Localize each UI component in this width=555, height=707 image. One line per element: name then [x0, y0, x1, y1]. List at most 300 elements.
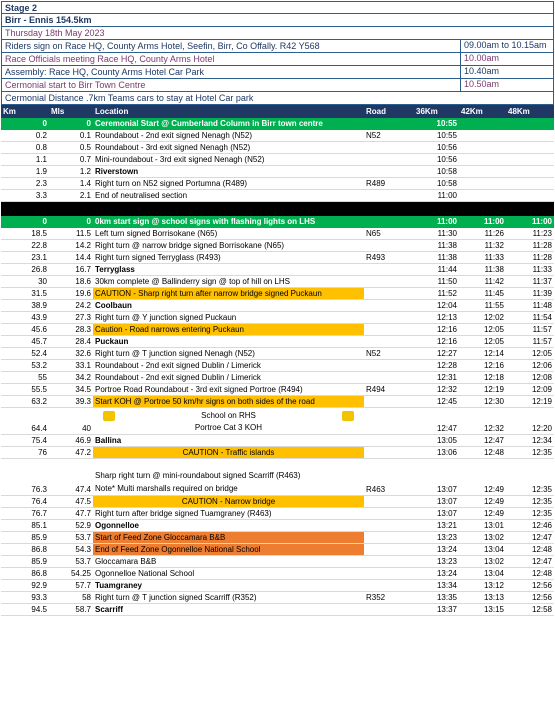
cell-km: 0.2	[1, 130, 49, 142]
table-row	[1, 459, 554, 496]
cell-road	[364, 520, 414, 532]
stage-title: Stage 2	[1, 1, 554, 14]
cell-road: R493	[364, 252, 414, 264]
cell-mls: 33.1	[49, 360, 93, 372]
cell-location: Left turn signed Borrisokane (N65)	[93, 228, 364, 240]
officials-meeting-row: Race Officials meeting Race HQ, County Arms Hotel 10.00am	[1, 53, 554, 66]
cell-time-36km: 13:23	[414, 532, 459, 544]
cell-time-36km: 13:21	[414, 520, 459, 532]
assembly-row: Assembly: Race HQ, County Arms Hotel Car Park 10.40am	[1, 66, 554, 79]
cell-time-42km: 12:19	[459, 384, 506, 396]
col-location: Location	[93, 105, 364, 118]
cell-time-42km: 12:05	[459, 324, 506, 336]
cell-location	[93, 202, 364, 216]
cell-road	[364, 142, 414, 154]
cell-time-42km: 12:49	[459, 508, 506, 520]
cell-time-36km: 13:34	[414, 580, 459, 592]
cell-time-48km: 11:33	[506, 264, 554, 276]
cell-time-42km: 13:15	[459, 604, 506, 616]
table-row	[1, 496, 554, 508]
cell-km: 30	[1, 276, 49, 288]
cell-mls: 28.3	[49, 324, 93, 336]
cell-time-36km: 13:35	[414, 592, 459, 604]
cell-mls: 40	[49, 408, 93, 435]
ceremonial-distance-row: Cermonial Distance .7km Teams cars to stay at Hotel Car park	[1, 92, 554, 105]
route-title: Birr - Ennis 154.5km	[1, 14, 554, 27]
cell-location	[93, 408, 364, 435]
cell-km: 22.8	[1, 240, 49, 252]
cell-km: 3.3	[1, 190, 49, 202]
cell-time-48km: 12:35	[506, 459, 554, 496]
cell-time-42km: 12:14	[459, 348, 506, 360]
cell-time-36km: 13:24	[414, 568, 459, 580]
cell-mls: 47.2	[49, 447, 93, 459]
cell-km: 1.1	[1, 154, 49, 166]
table-row	[1, 508, 554, 520]
table-row	[1, 312, 554, 324]
cell-time-48km	[506, 130, 554, 142]
col-48km: 48Km	[506, 105, 554, 118]
cell-time-42km: 13:02	[459, 556, 506, 568]
cell-time-42km: 13:04	[459, 568, 506, 580]
table-row	[1, 556, 554, 568]
cell-mls: 0.1	[49, 130, 93, 142]
cell-location: Right turn @ narrow bridge signed Borrisokane (N65)	[93, 240, 364, 252]
cell-time-42km: 12:05	[459, 336, 506, 348]
cell-km: 86.8	[1, 568, 49, 580]
cell-time-48km	[506, 166, 554, 178]
cell-road	[364, 118, 414, 130]
cell-time-42km: 12:02	[459, 312, 506, 324]
cell-road	[364, 190, 414, 202]
table-row	[1, 178, 554, 190]
cell-km: 55	[1, 372, 49, 384]
ceremonial-start-row: Cermonial start to Birr Town Centre 10.50am	[1, 79, 554, 92]
cell-location: Riverstown	[93, 166, 364, 178]
cell-time-36km: 12:32	[414, 384, 459, 396]
cell-road	[364, 216, 414, 228]
cell-location: CAUTION - Sharp right turn after narrow bridge signed Puckaun	[93, 288, 364, 300]
table-row	[1, 216, 554, 228]
cell-time-42km: 12:49	[459, 459, 506, 496]
table-row	[1, 142, 554, 154]
cell-mls: 58	[49, 592, 93, 604]
cell-location: Start KOH @ Portroe 50 km/hr signs on both sides of the road	[93, 396, 364, 408]
cell-location: Start of Feed Zone Gloccamara B&B	[93, 532, 364, 544]
col-36km: 36Km	[414, 105, 459, 118]
table-row	[1, 252, 554, 264]
cell-time-36km: 10:58	[414, 178, 459, 190]
cell-location: Right turn @ Y junction signed Puckaun	[93, 312, 364, 324]
table-row	[1, 240, 554, 252]
cell-mls: 1.2	[49, 166, 93, 178]
cell-time-42km: 12:48	[459, 447, 506, 459]
table-row	[1, 190, 554, 202]
cell-road	[364, 264, 414, 276]
cell-time-36km: 11:38	[414, 252, 459, 264]
cell-time-42km: 12:32	[459, 408, 506, 435]
cell-time-42km: 12:49	[459, 496, 506, 508]
cell-km: 0	[1, 216, 49, 228]
cell-mls: 18.6	[49, 276, 93, 288]
cell-mls: 1.4	[49, 178, 93, 190]
koh-marker	[93, 408, 364, 434]
table-row	[1, 592, 554, 604]
cell-road	[364, 408, 414, 435]
cell-km: 0.8	[1, 142, 49, 154]
cell-road	[364, 324, 414, 336]
cell-time-48km: 11:48	[506, 300, 554, 312]
cell-time-48km: 11:00	[506, 216, 554, 228]
cell-time-48km	[506, 178, 554, 190]
cell-km: 93.3	[1, 592, 49, 604]
col-road: Road	[364, 105, 414, 118]
cell-time-36km: 12:28	[414, 360, 459, 372]
cell-time-42km	[459, 190, 506, 202]
cell-km: 75.4	[1, 435, 49, 447]
cell-road	[364, 556, 414, 568]
cell-km: 23.1	[1, 252, 49, 264]
cell-time-48km	[506, 202, 554, 216]
table-row	[1, 118, 554, 130]
cell-road	[364, 154, 414, 166]
cell-time-36km: 10:56	[414, 142, 459, 154]
cell-km: 43.9	[1, 312, 49, 324]
table-row	[1, 202, 554, 216]
cell-time-36km: 12:16	[414, 324, 459, 336]
cell-mls: 47.5	[49, 496, 93, 508]
cell-time-48km	[506, 118, 554, 130]
cell-time-48km: 12:06	[506, 360, 554, 372]
cell-mls: 28.4	[49, 336, 93, 348]
cell-km: 63.2	[1, 396, 49, 408]
cell-mls: 52.9	[49, 520, 93, 532]
table-row	[1, 580, 554, 592]
table-row	[1, 435, 554, 447]
cell-km: 76	[1, 447, 49, 459]
cell-road	[364, 288, 414, 300]
cell-km: 18.5	[1, 228, 49, 240]
cell-time-42km: 13:13	[459, 592, 506, 604]
cell-time-42km	[459, 202, 506, 216]
cell-time-36km: 13:07	[414, 459, 459, 496]
cell-location: Portroe Road Roundabout - 3rd exit signed Portroe (R494)	[93, 384, 364, 396]
cell-mls: 16.7	[49, 264, 93, 276]
cell-time-48km	[506, 154, 554, 166]
cell-location	[93, 459, 364, 496]
cell-time-42km: 11:42	[459, 276, 506, 288]
cell-location: Right turn @ T junction signed Scarriff (R352)	[93, 592, 364, 604]
cell-time-36km: 12:31	[414, 372, 459, 384]
cell-time-48km: 12:35	[506, 496, 554, 508]
col-km: Km	[1, 105, 49, 118]
cell-time-48km: 12:48	[506, 544, 554, 556]
table-row	[1, 544, 554, 556]
cell-km: 1.9	[1, 166, 49, 178]
cell-location: Right turn @ T junction signed Nenagh (N52)	[93, 348, 364, 360]
cell-km: 26.8	[1, 264, 49, 276]
table-row	[1, 300, 554, 312]
cell-mls	[49, 202, 93, 216]
cell-time-48km: 12:35	[506, 447, 554, 459]
cell-location: Ogonnelloe National School	[93, 568, 364, 580]
cell-mls: 2.1	[49, 190, 93, 202]
route-sheet	[1, 1, 554, 616]
table-row	[1, 264, 554, 276]
cell-time-36km: 11:38	[414, 240, 459, 252]
cell-time-48km: 12:56	[506, 592, 554, 604]
cell-km: 55.5	[1, 384, 49, 396]
cell-time-48km: 12:05	[506, 348, 554, 360]
cell-time-36km: 12:13	[414, 312, 459, 324]
cell-time-48km: 12:19	[506, 396, 554, 408]
cell-time-36km: 13:23	[414, 556, 459, 568]
cell-time-48km: 12:20	[506, 408, 554, 435]
cell-km	[1, 202, 49, 216]
cell-location: Scarriff	[93, 604, 364, 616]
cell-road	[364, 166, 414, 178]
cell-location: Gloccamara B&B	[93, 556, 364, 568]
cell-time-48km: 11:57	[506, 336, 554, 348]
cell-location: Caution - Road narrows entering Puckaun	[93, 324, 364, 336]
cell-time-36km: 11:30	[414, 228, 459, 240]
table-row	[1, 447, 554, 459]
cell-road	[364, 240, 414, 252]
cell-time-36km: 10:55	[414, 118, 459, 130]
cell-time-42km: 11:26	[459, 228, 506, 240]
cell-time-42km	[459, 166, 506, 178]
cell-time-48km: 12:46	[506, 520, 554, 532]
cell-mls: 19.6	[49, 288, 93, 300]
koh-category-label: Portroe Cat 3 KOH	[194, 423, 263, 432]
cell-km: 85.9	[1, 532, 49, 544]
cell-mls: 32.6	[49, 348, 93, 360]
cell-road	[364, 568, 414, 580]
cell-km: 53.2	[1, 360, 49, 372]
cell-time-36km: 10:58	[414, 166, 459, 178]
cell-time-36km	[414, 202, 459, 216]
cell-time-48km	[506, 190, 554, 202]
location-line-1: Sharp right turn @ mini-roundabout signed Scarriff (R463)	[95, 471, 301, 480]
cell-road	[364, 276, 414, 288]
col-42km: 42Km	[459, 105, 506, 118]
cell-km: 52.4	[1, 348, 49, 360]
cell-time-42km: 11:33	[459, 252, 506, 264]
cell-location: Roundabout - 2nd exit signed Nenagh (N52)	[93, 130, 364, 142]
cell-location: Puckaun	[93, 336, 364, 348]
table-row	[1, 372, 554, 384]
table-row	[1, 360, 554, 372]
table-row	[1, 154, 554, 166]
cell-time-36km: 13:06	[414, 447, 459, 459]
cell-location: Terryglass	[93, 264, 364, 276]
cell-time-48km: 11:28	[506, 252, 554, 264]
cell-time-48km: 12:34	[506, 435, 554, 447]
cell-time-42km: 11:45	[459, 288, 506, 300]
koh-school-label: School on RHS	[201, 411, 256, 420]
table-row	[1, 276, 554, 288]
cell-time-42km: 12:16	[459, 360, 506, 372]
table-row	[1, 532, 554, 544]
cell-mls: 0.5	[49, 142, 93, 154]
cell-km: 76.7	[1, 508, 49, 520]
cell-time-42km: 13:01	[459, 520, 506, 532]
cell-time-36km: 13:24	[414, 544, 459, 556]
cell-km: 45.7	[1, 336, 49, 348]
cell-location: Right turn on N52 signed Portumna (R489)	[93, 178, 364, 190]
table-row	[1, 348, 554, 360]
cell-time-36km: 11:44	[414, 264, 459, 276]
cell-road: R494	[364, 384, 414, 396]
cell-time-36km: 12:47	[414, 408, 459, 435]
cell-road: N65	[364, 228, 414, 240]
cell-time-48km: 11:23	[506, 228, 554, 240]
cell-road: R489	[364, 178, 414, 190]
cell-location: End of neutralised section	[93, 190, 364, 202]
cell-location: CAUTION - Narrow bridge	[93, 496, 364, 508]
table-row	[1, 604, 554, 616]
riders-sign-on-row: Riders sign on Race HQ, County Arms Hotel, Seefin, Birr, Co Offally. R42 Y568 09.00am to 10.15am	[1, 40, 554, 53]
cell-time-42km: 13:02	[459, 532, 506, 544]
cell-road	[364, 360, 414, 372]
cell-mls: 57.7	[49, 580, 93, 592]
cell-time-42km: 13:12	[459, 580, 506, 592]
cell-road: R352	[364, 592, 414, 604]
cell-time-36km: 13:37	[414, 604, 459, 616]
cell-time-48km: 12:35	[506, 508, 554, 520]
cell-time-48km: 12:08	[506, 372, 554, 384]
table-row	[1, 408, 554, 435]
cell-road	[364, 435, 414, 447]
cell-time-36km: 13:07	[414, 508, 459, 520]
cell-km: 94.5	[1, 604, 49, 616]
cell-time-48km: 11:54	[506, 312, 554, 324]
cell-road	[364, 372, 414, 384]
cell-time-42km	[459, 118, 506, 130]
cell-location: Roundabout - 3rd exit signed Nenagh (N52)	[93, 142, 364, 154]
table-row	[1, 568, 554, 580]
route-table	[1, 105, 554, 616]
table-header	[1, 105, 554, 118]
cell-road	[364, 447, 414, 459]
cell-location: 30km complete @ Ballinderry sign @ top of hill on LHS	[93, 276, 364, 288]
cell-time-42km: 13:04	[459, 544, 506, 556]
cell-time-36km: 13:05	[414, 435, 459, 447]
cell-time-36km: 12:27	[414, 348, 459, 360]
cell-road	[364, 312, 414, 324]
cell-location: Ballina	[93, 435, 364, 447]
crown-icon	[342, 411, 354, 421]
cell-location: Tuamgraney	[93, 580, 364, 592]
cell-km: 92.9	[1, 580, 49, 592]
cell-time-36km: 11:52	[414, 288, 459, 300]
cell-mls: 46.9	[49, 435, 93, 447]
cell-km: 76.3	[1, 459, 49, 496]
cell-km: 86.8	[1, 544, 49, 556]
cell-road	[364, 496, 414, 508]
col-mls: Mls	[49, 105, 93, 118]
table-row	[1, 166, 554, 178]
cell-road: R463	[364, 459, 414, 496]
cell-time-36km: 12:04	[414, 300, 459, 312]
cell-km: 0	[1, 118, 49, 130]
cell-time-36km: 12:45	[414, 396, 459, 408]
cell-location: Coolbaun	[93, 300, 364, 312]
cell-time-42km: 11:32	[459, 240, 506, 252]
cell-time-48km: 11:39	[506, 288, 554, 300]
cell-time-36km: 10:56	[414, 154, 459, 166]
cell-location: Mini-roundabout - 3rd exit signed Nenagh (N52)	[93, 154, 364, 166]
cell-km: 64.4	[1, 408, 49, 435]
cell-location: 0km start sign @ school signs with flashing lights on LHS	[93, 216, 364, 228]
cell-mls: 58.7	[49, 604, 93, 616]
cell-km: 85.9	[1, 556, 49, 568]
race-date: Thursday 18th May 2023	[1, 27, 554, 40]
cell-time-48km: 12:56	[506, 580, 554, 592]
cell-time-48km: 12:58	[506, 604, 554, 616]
cell-road	[364, 336, 414, 348]
cell-mls: 54.3	[49, 544, 93, 556]
cell-km: 76.4	[1, 496, 49, 508]
cell-road	[364, 604, 414, 616]
cell-road	[364, 300, 414, 312]
cell-time-42km: 12:30	[459, 396, 506, 408]
cell-time-36km: 10:55	[414, 130, 459, 142]
cell-km: 2.3	[1, 178, 49, 190]
table-row	[1, 396, 554, 408]
cell-time-48km	[506, 142, 554, 154]
cell-road	[364, 396, 414, 408]
cell-mls: 27.3	[49, 312, 93, 324]
table-row	[1, 520, 554, 532]
cell-time-36km: 11:00	[414, 216, 459, 228]
cell-location: Roundabout - 2nd exit signed Dublin / Limerick	[93, 372, 364, 384]
cell-mls: 14.2	[49, 240, 93, 252]
cell-road	[364, 202, 414, 216]
cell-time-48km: 12:47	[506, 556, 554, 568]
cell-mls: 11.5	[49, 228, 93, 240]
cell-mls: 47.7	[49, 508, 93, 520]
cell-mls: 39.3	[49, 396, 93, 408]
cell-time-42km: 11:55	[459, 300, 506, 312]
cell-location: Ceremonial Start @ Cumberland Column in Birr town centre	[93, 118, 364, 130]
cell-time-48km: 11:37	[506, 276, 554, 288]
cell-time-42km	[459, 154, 506, 166]
table-row	[1, 228, 554, 240]
table-row	[1, 384, 554, 396]
cell-time-42km: 11:00	[459, 216, 506, 228]
cell-road	[364, 580, 414, 592]
cell-km: 85.1	[1, 520, 49, 532]
cell-time-48km: 12:48	[506, 568, 554, 580]
cell-road: N52	[364, 130, 414, 142]
cell-location: End of Feed Zone Ogonnelloe National School	[93, 544, 364, 556]
cell-mls: 34.2	[49, 372, 93, 384]
cell-road: N52	[364, 348, 414, 360]
cell-time-36km: 11:00	[414, 190, 459, 202]
cell-location: Right turn after bridge signed Tuamgraney (R463)	[93, 508, 364, 520]
cell-time-42km: 12:18	[459, 372, 506, 384]
cell-time-36km: 13:07	[414, 496, 459, 508]
cell-road	[364, 508, 414, 520]
cell-mls: 0	[49, 216, 93, 228]
cell-mls: 53.7	[49, 556, 93, 568]
cell-time-36km: 11:50	[414, 276, 459, 288]
cell-location: Right turn signed Terryglass (R493)	[93, 252, 364, 264]
cell-time-48km: 11:57	[506, 324, 554, 336]
cell-mls: 0.7	[49, 154, 93, 166]
cell-time-42km	[459, 178, 506, 190]
